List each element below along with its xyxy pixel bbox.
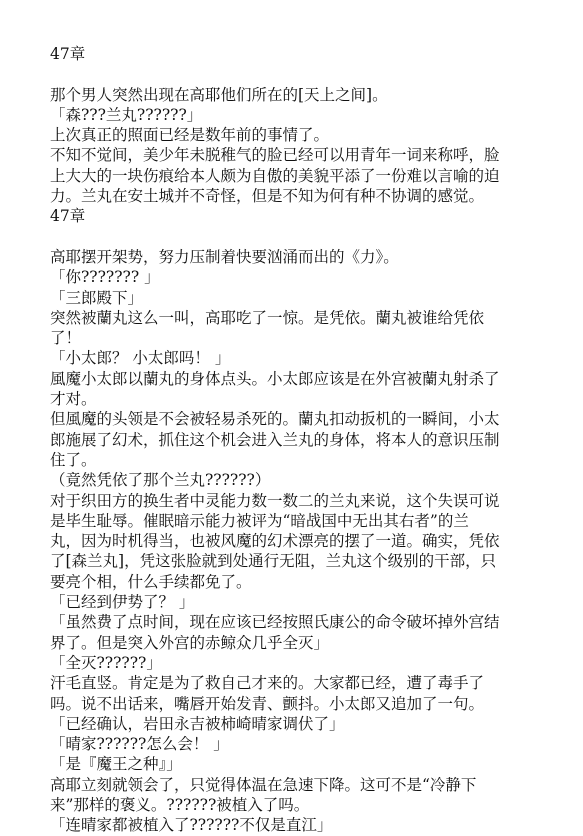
text-line: 「已经确认，岩田永吉被柿崎晴家调伏了」: [50, 714, 345, 733]
text-line: 「全灭??????」: [50, 653, 162, 672]
text-line: 「是『魔王之种』」: [50, 755, 182, 774]
text-line: 47章: [50, 207, 86, 226]
text-line: 对于织田方的换生者中灵能力数一数二的兰丸来说，这个失误可说: [50, 491, 500, 510]
text-line: 要亮个相，什么手续都免了。: [50, 572, 252, 591]
text-line: 「三郎殿下」: [50, 288, 144, 307]
text-line: 界了。但是突入外宫的赤鲸众几乎全灭」: [50, 633, 330, 652]
text-line: 「小太郎？ 小太郎吗！ 」: [50, 349, 231, 368]
text-line: 了[森兰丸]，凭这张脸就到处通行无阻，兰丸这个级别的干部，只: [50, 552, 497, 571]
text-line: 「森???兰丸??????」: [50, 105, 203, 124]
text-line: 「连晴家都被植入了??????不仅是直江」: [50, 816, 333, 835]
text-line: 了！: [50, 329, 82, 348]
text-line: 汗毛直竖。肯定是为了救自己才来的。大家都已经，遭了毒手了: [50, 674, 485, 693]
text-line: 才对。: [50, 390, 97, 409]
text-line: 吗。说不出话来，嘴唇开始发青、颤抖。小太郎又追加了一句。: [50, 694, 485, 713]
text-line: 那个男人突然出现在高耶他们所在的[天上之间]。: [50, 85, 388, 104]
text-line: 「你??????? 」: [50, 268, 160, 287]
text-line: 「虽然费了点时间，现在应该已经按照氏康公的命令破坏掉外宫结: [50, 613, 500, 632]
text-line: 力。兰丸在安土城并不奇怪，但是不知为何有种不协调的感觉。: [50, 187, 485, 206]
text-line: 風魔小太郎以蘭丸的身体点头。小太郎应该是在外宫被蘭丸射杀了: [50, 369, 500, 388]
text-line: 是毕生耻辱。催眠暗示能力被评为“暗战国中无出其右者”的兰: [50, 511, 469, 530]
text-line: 突然被蘭丸这么一叫，高耶吃了一惊。是凭依。蘭丸被谁给凭依: [50, 308, 485, 327]
text-line: 住了。: [50, 450, 97, 469]
text-line: 上大大的一块伤痕给本人颇为自傲的美貌平添了一份难以言喻的迫: [50, 166, 500, 185]
text-line: 高耶立刻就领会了，只觉得体温在急速下降。这可不是“冷静下: [50, 775, 477, 794]
text-body: [50, 44, 553, 836]
text-line: 「晴家??????怎么会！ 」: [50, 735, 229, 754]
text-line: 来”那样的褒义。??????被植入了吗。: [50, 795, 310, 814]
blank-line: [50, 227, 553, 247]
text-line: 郎施展了幻术，抓住这个机会进入兰丸的身体，将本人的意识压制: [50, 430, 500, 449]
blank-line: [50, 64, 553, 84]
text-line: 「已经到伊势了？ 」: [50, 593, 195, 612]
text-line: 但風魔的头领是不会被轻易杀死的。蘭丸扣动扳机的一瞬间，小太: [50, 410, 500, 429]
text-line: 47章: [50, 45, 86, 63]
text-line: 上次真正的照面已经是数年前的事情了。: [50, 126, 330, 145]
text-line: 丸，因为时机得当，也被风魔的幻术漂亮的摆了一道。确实，凭依: [50, 532, 500, 551]
text-line: （竟然凭依了那个兰丸??????）: [50, 471, 271, 490]
text-line: 高耶摆开架势，努力压制着快要汹涌而出的《力》。: [50, 247, 399, 266]
text-line: 不知不觉间，美少年未脱稚气的脸已经可以用青年一词来称呼，脸: [50, 146, 500, 165]
